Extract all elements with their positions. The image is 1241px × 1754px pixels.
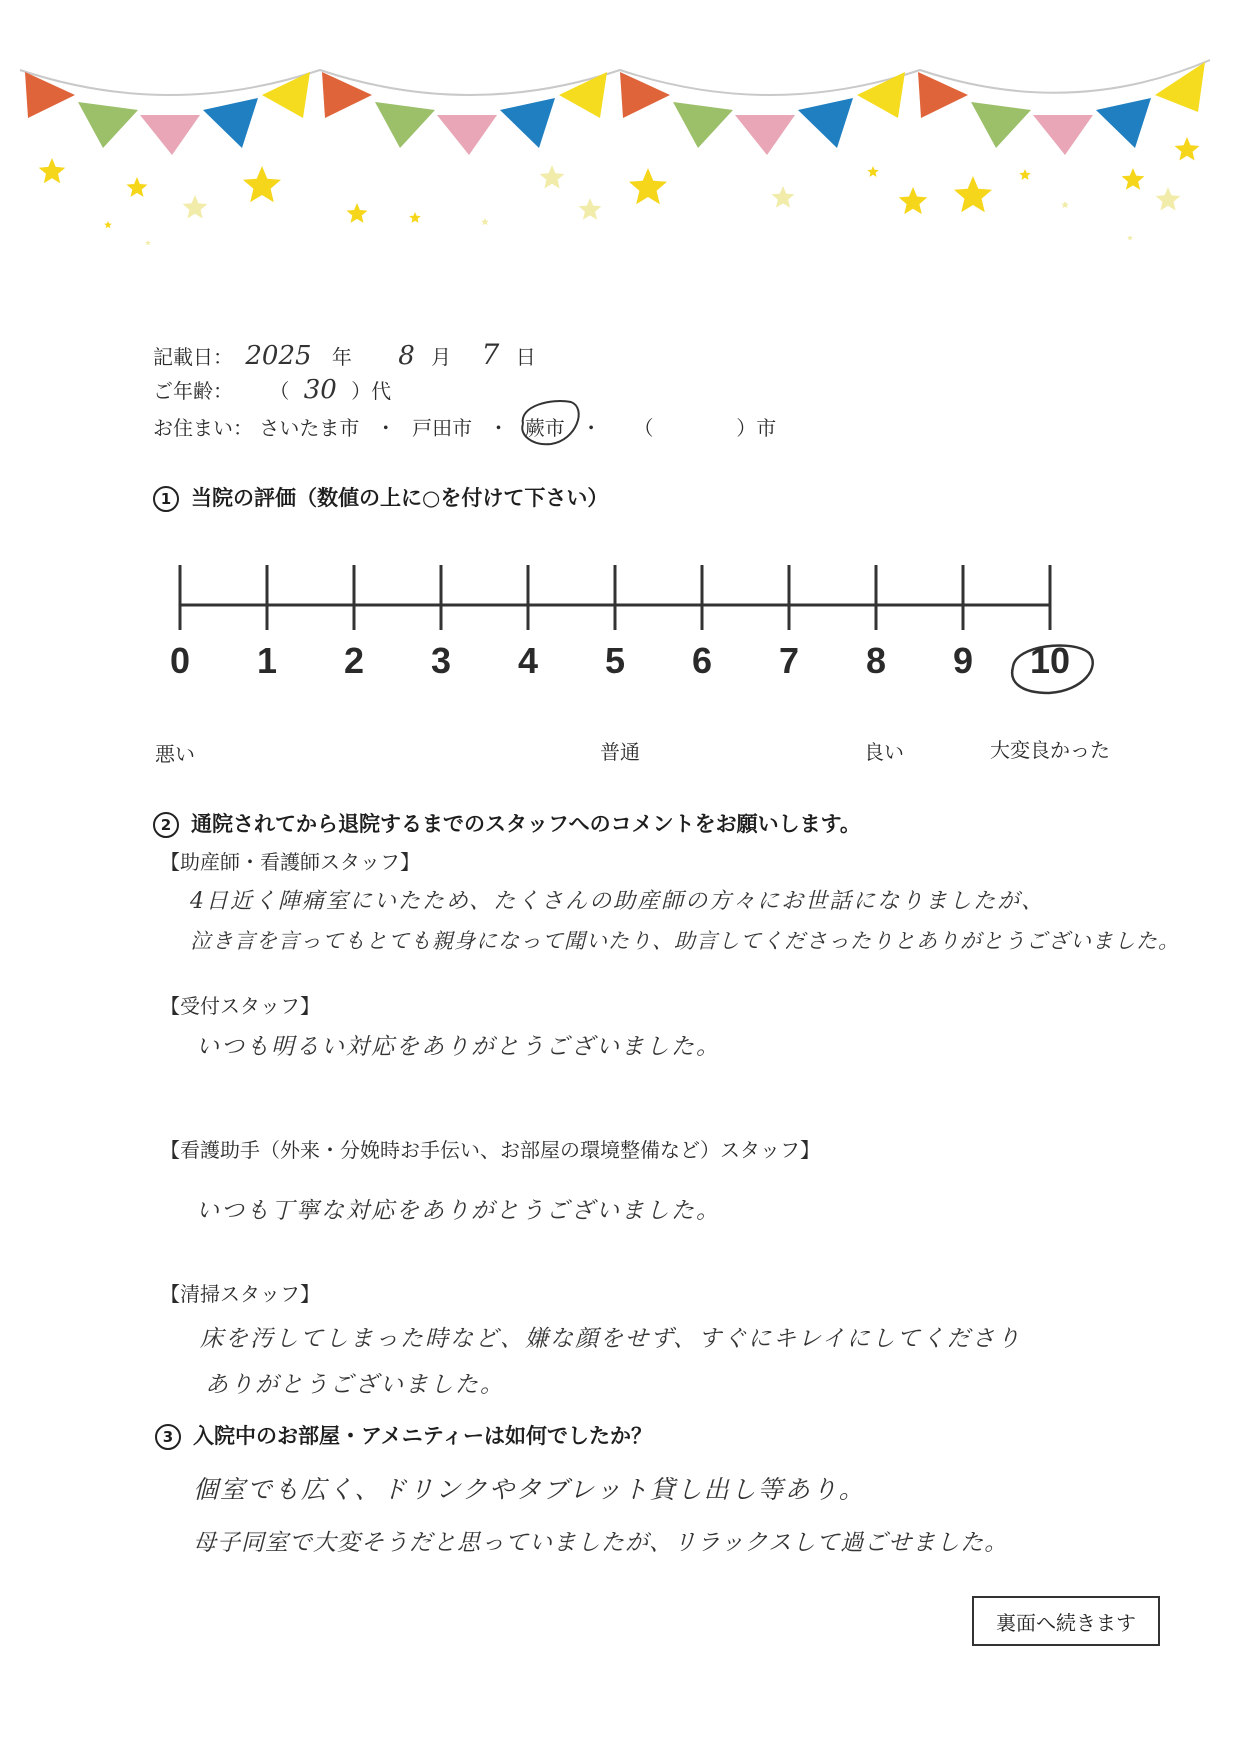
date-label: 記載日： xyxy=(153,345,233,369)
cleaning-comment-line-2: ありがとうございました。 xyxy=(205,1372,505,1398)
star-icon xyxy=(1061,201,1069,208)
star-icon xyxy=(540,165,565,189)
star-icon xyxy=(409,212,420,223)
address-label: お住まい： xyxy=(153,416,253,440)
star-icon xyxy=(145,240,151,245)
scale-number: 10 xyxy=(1029,640,1071,681)
year-value: 2025 xyxy=(245,341,312,371)
flag-blue-icon xyxy=(203,98,258,148)
date-row xyxy=(153,338,536,371)
rating-scale xyxy=(155,545,1095,695)
separator: ・ xyxy=(375,416,396,440)
star-icon xyxy=(1156,187,1181,211)
flag-orange-icon xyxy=(620,72,670,118)
flag-green-icon xyxy=(375,102,435,148)
flag-pink-icon xyxy=(437,115,497,155)
separator: ・ xyxy=(581,416,602,440)
flag-blue-icon xyxy=(798,98,853,148)
scale-label-very-good: 大変良かった xyxy=(990,738,1110,762)
section3-heading xyxy=(155,1420,652,1450)
flag-pink-icon xyxy=(1033,115,1093,155)
bunting-banner xyxy=(0,0,1241,260)
address-row xyxy=(153,412,776,441)
star-icon xyxy=(183,195,208,219)
age-open: （ xyxy=(269,379,290,403)
month-value: 8 xyxy=(398,341,415,371)
flag-green-icon xyxy=(971,102,1031,148)
star-icon xyxy=(867,166,878,177)
city-warabi-label: 蕨市 xyxy=(524,416,565,440)
flag-yellow-icon xyxy=(1155,62,1205,112)
star-icon xyxy=(954,176,992,212)
scale-number: 2 xyxy=(343,640,365,681)
flag-yellow-icon xyxy=(559,72,607,118)
section-number: 3 xyxy=(155,1424,181,1450)
flag-orange-icon xyxy=(918,72,968,118)
star-icon xyxy=(899,187,928,214)
assistant-comment: いつも丁寧な対応をありがとうございました。 xyxy=(196,1198,721,1224)
section2-heading xyxy=(153,808,861,838)
city-other-close: ）市 xyxy=(736,416,777,440)
cleaning-label: 【清掃スタッフ】 xyxy=(160,1282,320,1306)
separator: ・ xyxy=(488,416,509,440)
flag-blue-icon xyxy=(500,98,555,148)
cleaning-comment-line-1: 床を汚してしまった時など、嫌な顔をせず、すぐにキレイにしてくださり xyxy=(200,1326,1022,1352)
star-icon xyxy=(104,221,112,228)
star-icon xyxy=(579,198,602,220)
flag-yellow-icon xyxy=(262,72,310,118)
star-icon xyxy=(1175,137,1200,161)
city-warabi xyxy=(525,412,565,441)
month-unit: 月 xyxy=(431,345,452,369)
scale-number: 5 xyxy=(604,640,626,681)
star-icon xyxy=(629,168,667,204)
flag-green-icon xyxy=(673,102,733,148)
flag-blue-icon xyxy=(1096,98,1151,148)
scale-number: 9 xyxy=(952,640,974,681)
reception-comment: いつも明るい対応をありがとうございました。 xyxy=(196,1034,721,1060)
day-unit: 日 xyxy=(515,345,536,369)
scale-label-good: 良い xyxy=(864,740,904,764)
star-icon xyxy=(127,177,148,197)
section-number: 1 xyxy=(153,486,179,512)
section3-title: 入院中のお部屋・アメニティーは如何でしたか？ xyxy=(193,1424,653,1448)
continue-on-back-box xyxy=(972,1596,1160,1646)
age-label: ご年齢： xyxy=(153,379,233,403)
rating-selection-circle-icon xyxy=(1003,637,1098,699)
age-close: ）代 xyxy=(351,379,392,403)
star-icon xyxy=(347,203,368,223)
section-number: 2 xyxy=(153,812,179,838)
section3-comment-line-1: 個室でも広く、ドリンクやタブレット貸し出し等あり。 xyxy=(193,1475,866,1504)
selection-circle-icon xyxy=(511,394,591,452)
star-icon xyxy=(772,186,795,208)
star-icon xyxy=(1122,168,1145,190)
midwife-label: 【助産師・看護師スタッフ】 xyxy=(160,850,420,874)
assistant-label: 【看護助手（外来・分娩時お手伝い、お部屋の環境整備など）スタッフ】 xyxy=(160,1138,820,1162)
scale-label-bad: 悪い xyxy=(155,742,195,766)
city-other-open: （ xyxy=(633,416,654,440)
city-toda: 戸田市 xyxy=(412,416,473,440)
section1-heading xyxy=(153,482,608,512)
reception-label: 【受付スタッフ】 xyxy=(160,994,320,1018)
midwife-comment-line-1: 4日近く陣痛室にいたため、たくさんの助産師の方々にお世話になりましたが、 xyxy=(190,889,1046,914)
scale-number: 4 xyxy=(517,640,539,681)
star-icon xyxy=(1127,235,1133,240)
midwife-comment-line-2: 泣き言を言ってもとても親身になって聞いたり、助言してくださったりとありがとうございました。 xyxy=(190,929,1180,953)
scale-number: 3 xyxy=(430,640,452,681)
age-value: 30 xyxy=(303,375,337,405)
star-icon xyxy=(243,166,281,202)
section1-title: 当院の評価（数値の上に○を付けて下さい） xyxy=(191,486,609,510)
scale-number: 0 xyxy=(169,640,191,681)
city-saitama: さいたま市 xyxy=(259,416,360,440)
scale-number: 8 xyxy=(865,640,887,681)
flag-yellow-icon xyxy=(857,72,905,118)
section3-comment-line-2: 母子同室で大変そうだと思っていましたが、リラックスして過ごせました。 xyxy=(193,1530,1009,1556)
bunting-string xyxy=(20,60,1210,95)
scale-number: 7 xyxy=(778,640,800,681)
age-row xyxy=(153,375,391,405)
flag-pink-icon xyxy=(735,115,795,155)
scale-number: 1 xyxy=(256,640,278,681)
section2-title: 通院されてから退院するまでのスタッフへのコメントをお願いします。 xyxy=(191,812,861,836)
scale-label-normal: 普通 xyxy=(600,740,640,764)
flag-pink-icon xyxy=(140,115,200,155)
scale-number: 6 xyxy=(691,640,713,681)
star-icon xyxy=(1019,169,1030,180)
day-value: 7 xyxy=(481,338,500,371)
star-icon xyxy=(39,158,66,183)
flag-green-icon xyxy=(78,102,138,148)
continue-label: 裏面へ続きます xyxy=(996,1610,1136,1635)
star-icon xyxy=(481,218,489,225)
year-unit: 年 xyxy=(331,345,352,369)
